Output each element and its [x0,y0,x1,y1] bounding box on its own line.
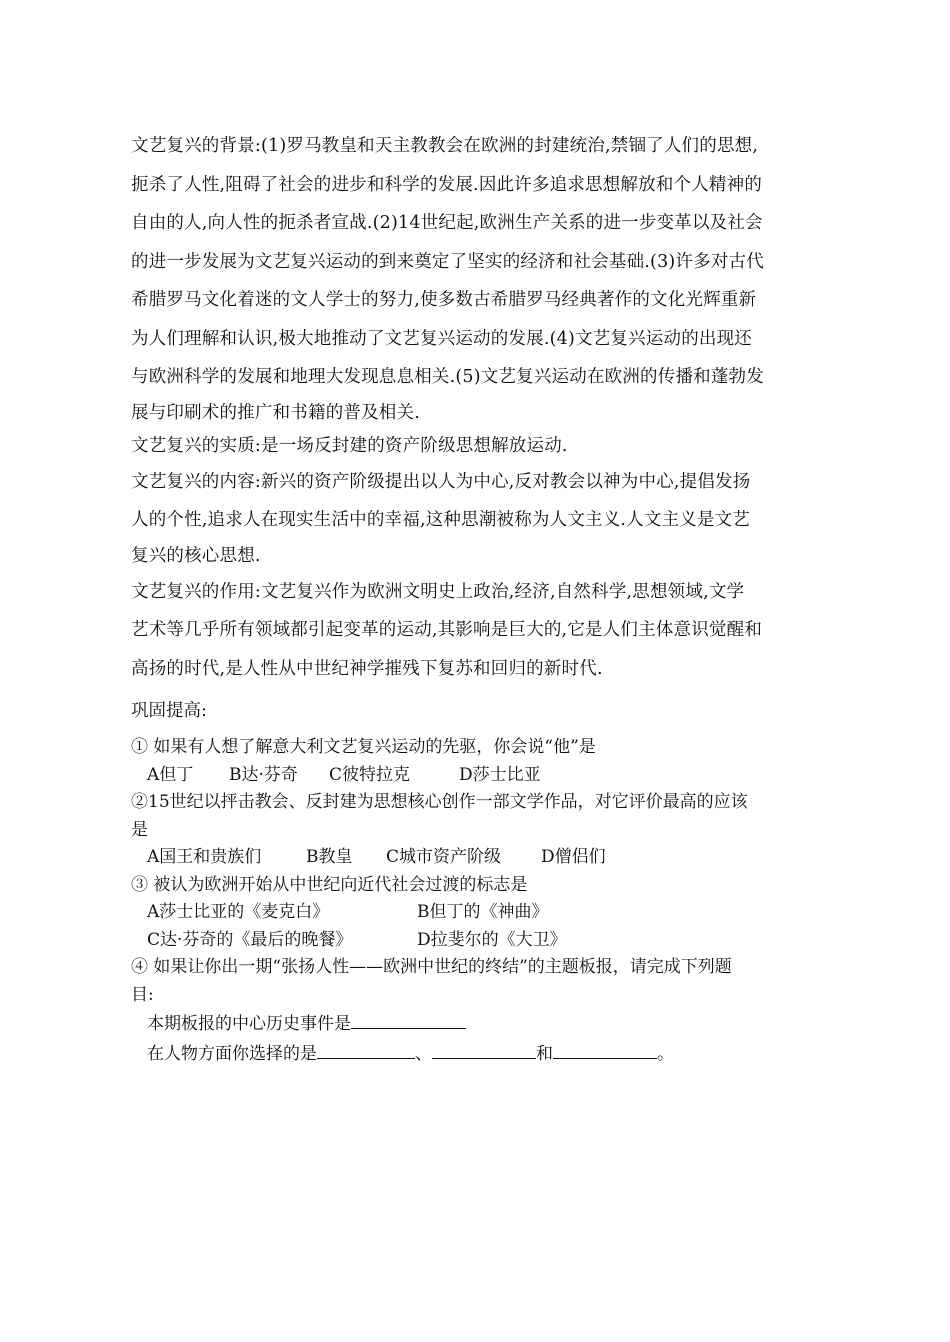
option-a: A国王和贵族们 [147,847,262,867]
question-3-stem: ③ 被认为欧洲开始从中世纪向近代社会过渡的标志是 [131,874,528,895]
question-4-fill-1 [147,1009,831,1039]
question-2-options [147,844,831,872]
question-4-fill-2 [147,1039,831,1069]
background-line: 为人们理解和认识,极大地推动了文艺复兴运动的发展.(4)文艺复兴运动的出现还 [131,328,753,349]
section-content [131,463,831,573]
role-line: 文艺复兴的作用:文艺复兴作为欧洲文明史上政治,经济,自然科学,思想领域,文学 [131,581,745,602]
role-line: 高扬的时代,是人性从中世纪神学摧残下复苏和回归的新时代. [131,658,603,679]
content-line: 复兴的核心思想. [131,545,261,566]
option-c: C城市资产阶级 [386,847,502,867]
question-4-stem-cont: 目: [131,984,154,1005]
background-line: 的进一步发展为文艺复兴运动的到来奠定了坚实的经济和社会基础.(3)许多对古代 [131,251,764,272]
answer-blank-event[interactable] [351,1010,466,1029]
question-4-stem: ④ 如果让你出一期“张扬人性——欧洲中世纪的终结”的主题板报，请完成下列题 [131,957,732,977]
essence-line: 文艺复兴的实质:是一场反封建的资产阶级思想解放运动. [131,435,568,456]
option-a: A莎士比亚的《麦克白》 [147,902,330,922]
option-c: C达·芬奇的《最后的晚餐》 [147,929,353,950]
question-2-stem-cont: 是 [131,819,148,840]
fill-1-label: 本期板报的中心历史事件是 [147,1014,351,1034]
content-line: 文艺复兴的内容:新兴的资产阶级提出以人为中心,反对教会以神为中心,提倡发扬 [131,471,751,492]
content-line: 人的个性,追求人在现实生活中的幸福,这种思潮被称为人文主义.人文主义是文艺 [131,510,751,530]
section-background [131,127,831,430]
question-3-options-row2 [147,927,831,955]
answer-blank-person-3[interactable] [553,1040,657,1059]
background-line: 扼杀了人性,阻碍了社会的进步和科学的发展.因此许多追求思想解放和个人精神的 [131,174,763,195]
section-role [131,573,831,689]
background-line: 自由的人,向人性的扼杀者宣战.(2)14世纪起,欧洲生产关系的进一步变革以及社会 [131,213,763,233]
background-line: 展与印刷术的推广和书籍的普及相关. [131,402,420,423]
fill-2-label: 在人物方面你选择的是 [147,1044,317,1064]
separator: 、 [415,1044,432,1064]
option-b: B但丁的《神曲》 [417,902,549,922]
document-body [131,127,831,1069]
separator: 和 [536,1044,553,1064]
question-2-stem: ②15世纪以抨击教会、反封建为思想核心创作一部文学作品，对它评价最高的应该 [131,792,748,812]
answer-blank-person-2[interactable] [432,1040,536,1059]
question-3-options-row1 [147,899,831,927]
option-b: B达·芬奇 [229,764,298,785]
section-essence [131,430,831,463]
option-d: D莎士比亚 [459,764,541,785]
background-line: 与欧洲科学的发展和地理大发现息息相关.(5)文艺复兴运动在欧洲的传播和蓬勃发 [131,367,764,387]
question-1-options [147,762,831,790]
answer-blank-person-1[interactable] [317,1040,415,1059]
role-line: 艺术等几乎所有领域都引起变革的运动,其影响是巨大的,它是人们主体意识觉醒和 [131,620,763,640]
background-line: 希腊罗马文化着迷的文人学士的努力,使多数古希腊罗马经典著作的文化光辉重新 [131,290,757,310]
background-line: 文艺复兴的背景:(1)罗马教皇和天主教教会在欧洲的封建统治,禁锢了人们的思想, [131,136,759,156]
end-punct: 。 [657,1044,674,1064]
option-a: A但丁 [147,764,194,785]
option-d: D拉斐尔的《大卫》 [417,929,567,950]
option-d: D僧侣们 [541,847,606,867]
option-c: C彼特拉克 [329,764,411,785]
exercises-heading: 巩固提高: [131,701,207,721]
option-b: B教皇 [306,847,353,867]
question-1-stem: ① 如果有人想了解意大利文艺复兴运动的先驱，你会说“他”是 [131,737,596,757]
section-exercises [131,692,831,1069]
